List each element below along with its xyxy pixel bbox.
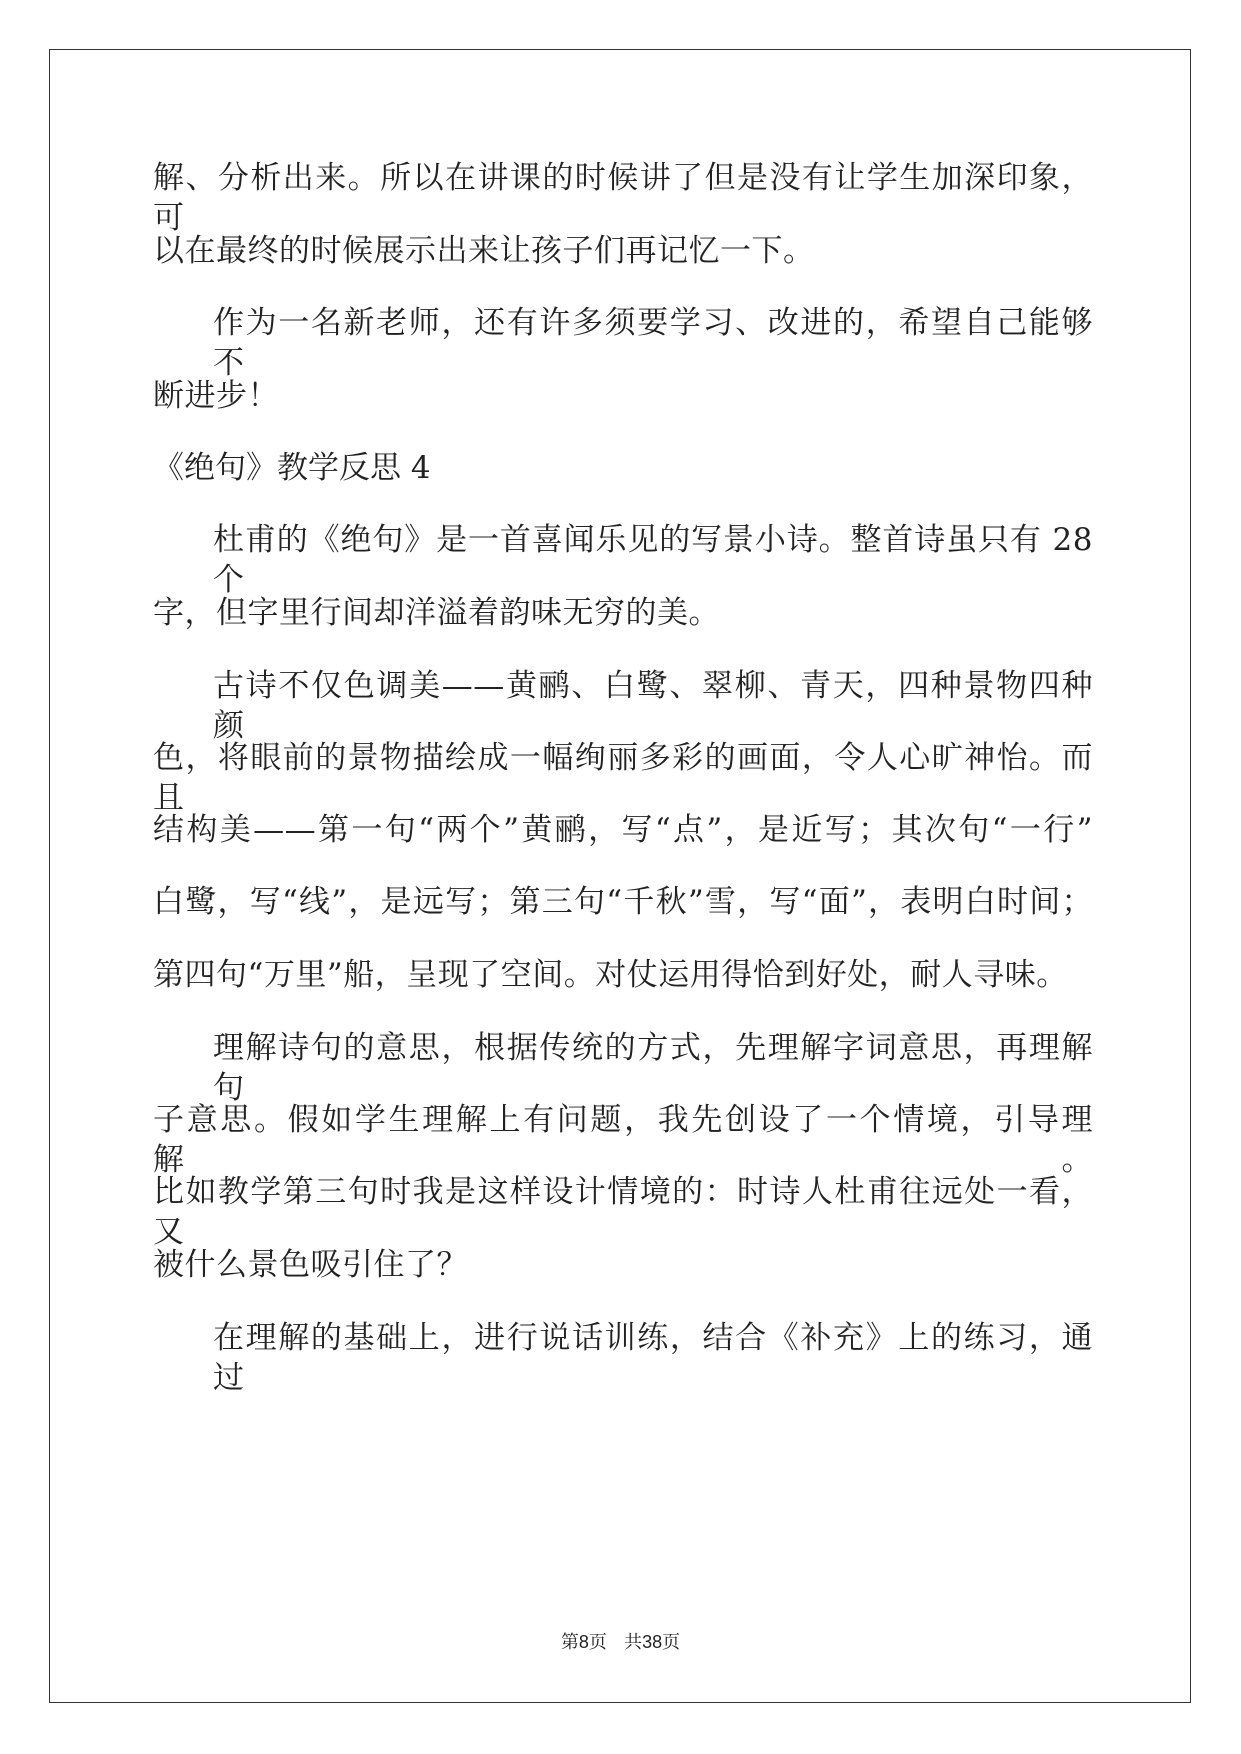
text-line: 解、分析出来。所以在讲课的时候讲了但是没有让学生加深印象，可: [153, 160, 1093, 236]
paragraph-first-line: 理解诗句的意思，根据传统的方式，先理解字词意思，再理解句: [213, 1030, 1093, 1106]
section-heading: 《绝句》教学反思 4: [153, 450, 431, 486]
paragraph-first-line: 古诗不仅色调美——黄鹂、白鹭、翠柳、青天，四种景物四种颜: [213, 668, 1093, 744]
text-line: 断进步！: [153, 378, 279, 414]
page-number: 8: [578, 1632, 589, 1652]
text-line: 以在最终的时候展示出来让孩子们再记忆一下。: [153, 233, 815, 269]
text-line: 比如教学第三句时我是这样设计情境的：时诗人杜甫往远处一看，又: [153, 1174, 1093, 1250]
total-pages: 38: [642, 1632, 663, 1652]
text-line: 字，但字里行间却洋溢着韵味无穷的美。: [153, 595, 720, 631]
paragraph-first-line: 作为一名新老师，还有许多须要学习、改进的，希望自己能够不: [213, 305, 1093, 381]
text-line: 白鹭，写“线”，是远写；第三句“千秋”雪，写“面”，表明白时间；: [153, 884, 1093, 920]
page-border: [49, 49, 1191, 1703]
page-suffix: 页: [588, 1632, 607, 1653]
text-line: 第四句“万里”船，呈现了空间。对仗运用得恰到好处，耐人寻味。: [153, 957, 1068, 993]
paragraph-first-line: 杜甫的《绝句》是一首喜闻乐见的写景小诗。整首诗虽只有 28 个: [213, 522, 1093, 598]
total-suffix: 页: [662, 1632, 681, 1653]
paragraph-first-line: 在理解的基础上，进行说话训练，结合《补充》上的练习，通过: [213, 1320, 1093, 1396]
text-line: 结构美——第一句“两个”黄鹂，写“点”，是近写；其次句“一行”: [153, 812, 1093, 848]
text-line: 色，将眼前的景物描绘成一幅绚丽多彩的画面，令人心旷神怡。而且: [153, 740, 1093, 816]
text-line: 被什么景色吸引住了？: [153, 1247, 468, 1283]
total-prefix: 共: [624, 1632, 643, 1653]
page-prefix: 第: [560, 1632, 579, 1653]
page-footer: [0, 1630, 1241, 1655]
text-line: 子意思。假如学生理解上有问题，我先创设了一个情境，引导理解。: [153, 1102, 1093, 1178]
